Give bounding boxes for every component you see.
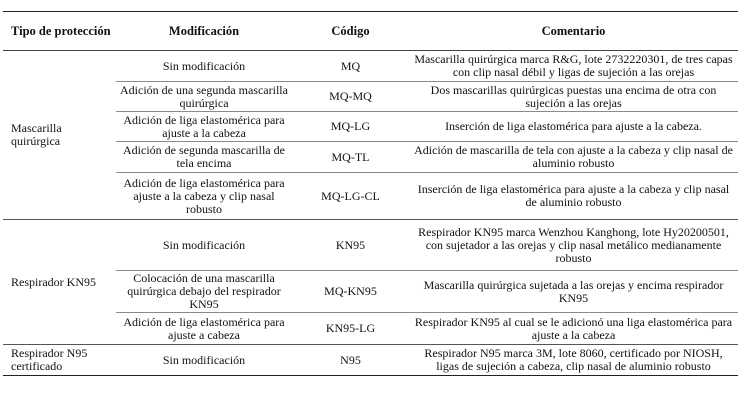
modification-cell: Sin modificación <box>162 58 246 73</box>
code-cell: MQ-KN95 <box>292 271 409 313</box>
code-cell: MQ-TL <box>292 142 409 173</box>
code-cell: N95 <box>292 345 409 376</box>
code-cell: MQ-MQ <box>292 82 409 112</box>
table-row <box>3 345 738 376</box>
comment-cell: Respirador KN95 marca Wenzhou Kanghong, lote Hy20200501, con sujetador a las orejas y clip nasal metálico medianamente robusto <box>409 220 738 271</box>
comment-cell: Dos mascarillas quirúrgicas puestas una encima de otra con sujeción a las orejas <box>409 82 738 112</box>
protection-table <box>3 11 738 376</box>
comment-cell: Adición de mascarilla de tela con ajuste a la cabeza y clip nasal de aluminio robusto <box>409 142 738 173</box>
group-type-cell: Mascarilla quirúrgica <box>11 121 62 148</box>
group-type-cell: Respirador KN95 <box>3 220 116 345</box>
header-row <box>3 12 738 51</box>
modification-cell: Adición de liga elastomérica para ajuste a la cabeza y clip nasal robusto <box>116 173 292 220</box>
modification-cell: Adición de una segunda mascarilla quirúrgica <box>116 82 292 112</box>
code-cell: KN95 <box>292 220 409 271</box>
table-row <box>3 51 738 82</box>
modification-cell: Colocación de una mascarilla quirúrgica debajo del respirador KN95 <box>116 271 292 313</box>
comment-cell: Respirador N95 marca 3M, lote 8060, certificado por NIOSH, ligas de sujeción a cabeza, clip nasal de aluminio robusto <box>409 345 738 376</box>
comment-cell: Inserción de liga elastomérica para ajuste a la cabeza y clip nasal de aluminio robusto <box>409 173 738 220</box>
header-type: Tipo de protección <box>3 12 116 51</box>
comment-cell: Inserción de liga elastomérica para ajuste a la cabeza. <box>409 112 738 142</box>
code-cell: MQ <box>340 58 361 73</box>
group-type-cell: Respirador N95 certificado <box>3 345 116 376</box>
modification-cell: Sin modificación <box>116 345 292 376</box>
header-modification: Modificación <box>116 12 292 51</box>
code-cell: MQ-LG-CL <box>292 173 409 220</box>
table-header <box>3 12 738 51</box>
comment-cell: Mascarilla quirúrgica sujetada a las orejas y encima respirador KN95 <box>409 271 738 313</box>
code-cell: KN95-LG <box>292 313 409 345</box>
header-code: Código <box>292 12 409 51</box>
header-comment: Comentario <box>409 12 738 51</box>
modification-cell: Adición de liga elastomérica para ajuste a cabeza <box>116 313 292 345</box>
comment-cell: Mascarilla quirúrgica marca R&G, lote 2732220301, de tres capas con clip nasal débil y ligas de sujeción a las orejas <box>414 52 733 79</box>
comment-cell: Respirador KN95 al cual se le adicionó una liga elastomérica para ajuste a la cabeza <box>409 313 738 345</box>
table-body <box>3 51 738 376</box>
modification-cell: Adición de liga elastomérica para ajuste a la cabeza <box>116 112 292 142</box>
table-row <box>3 220 738 271</box>
code-cell: MQ-LG <box>292 112 409 142</box>
modification-cell: Sin modificación <box>116 220 292 271</box>
modification-cell: Adición de segunda mascarilla de tela encima <box>116 142 292 173</box>
